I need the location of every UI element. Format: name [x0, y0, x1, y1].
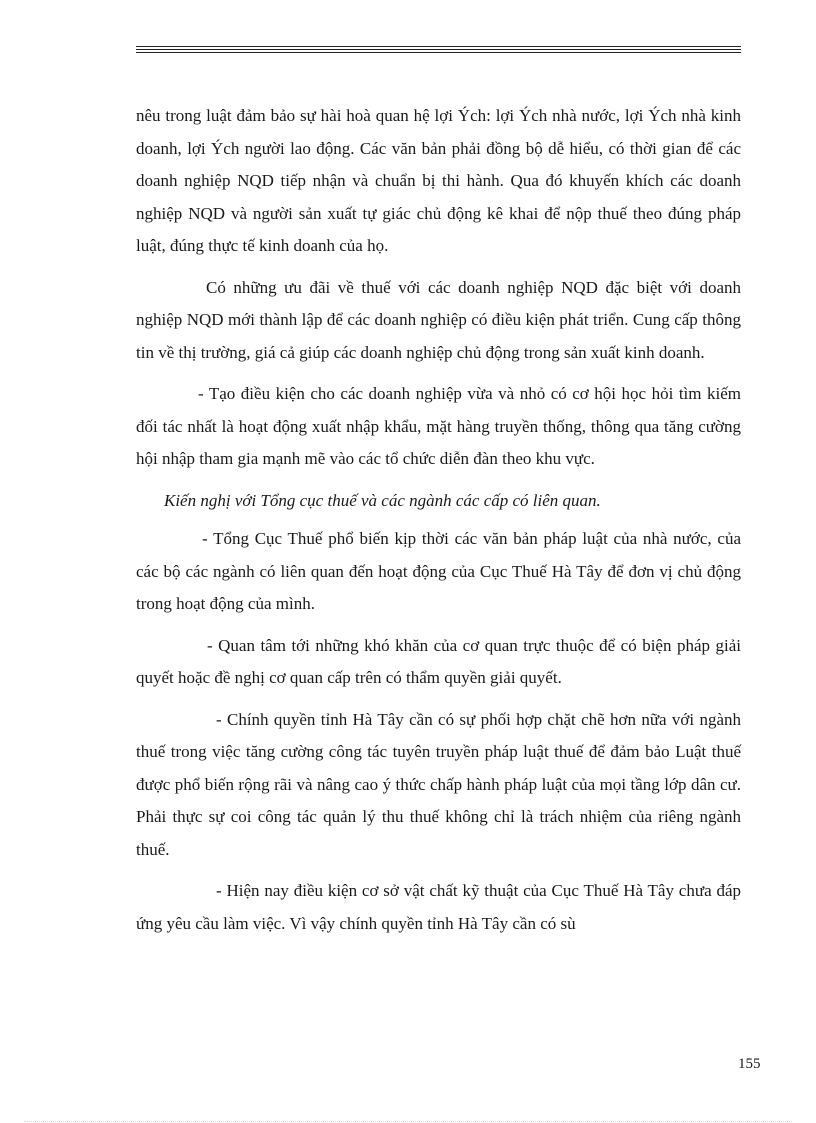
header-rule-top — [136, 46, 741, 47]
page-body — [136, 100, 741, 949]
paragraph-tax-department-dissemination: - Tổng Cục Thuế phổ biến kịp thời các văn bản pháp luật của nhà nước, của các bộ các ngành có liên quan đến hoạt động của Cục Thuế Hà Tây để đơn vị chủ động trong hoạt động của mình. — [136, 529, 741, 613]
paragraph-sme-support: - Tạo điều kiện cho các doanh nghiệp vừa và nhỏ có cơ hội học hỏi tìm kiếm đối tác nhất là hoạt động xuất nhập khẩu, mặt hàng truyền thống, thông qua tăng cường hội nhập tham gia mạnh mẽ vào các tổ chức diễn đàn theo khu vực. — [136, 384, 741, 468]
page-number: 155 — [738, 1056, 761, 1072]
footer-divider — [24, 1121, 792, 1122]
paragraph-difficulties: - Quan tâm tới những khó khăn của cơ quan trực thuộc để có biện pháp giải quyết hoặc đề nghị cơ quan cấp trên có thẩm quyền giải quyết. — [136, 635, 741, 687]
header-rule-bottom — [136, 52, 741, 53]
paragraph-law-harmony: nêu trong luật đảm bảo sự hài hoà quan hệ lợi Ých: lợi Ých nhà nước, lợi Ých nhà kinh doanh, lợi Ých người lao động. Các văn bản phải đồng bộ dễ hiểu, có thời gian để các doanh nghiệp NQD tiếp nhận và chuẩn bị thi hành. Qua đó khuyến khích các doanh nghiệp NQD và người sản xuất tự giác chủ động kê khai để nộp thuế theo đúng pháp luật, đúng thực tế kinh doanh của họ. — [136, 106, 741, 255]
paragraph-provincial-coordination: - Chính quyền tỉnh Hà Tây cần có sự phối hợp chặt chẽ hơn nữa với ngành thuế trong việc tăng cường công tác tuyên truyền pháp luật thuế để đảm bảo Luật thuế được phổ biến rộng rãi và nâng cao ý thức chấp hành pháp luật của mọi tầng lớp dân cư. Phải thực sự coi công tác quản lý thu thuế không chỉ là trách nhiệm của riêng ngành thuế. — [136, 709, 741, 859]
paragraph-infrastructure: - Hiện nay điều kiện cơ sở vật chất kỹ thuật của Cục Thuế Hà Tây chưa đáp ứng yêu cầu làm việc. Vì vậy chính quyền tỉnh Hà Tây cần có sù — [136, 881, 741, 933]
paragraph-tax-incentives: Có những ưu đãi về thuế với các doanh nghiệp NQD đặc biệt với doanh nghiệp NQD mới thành lập để các doanh nghiệp có điều kiện phát triển. Cung cấp thông tin về thị trường, giá cả giúp các doanh nghiệp chủ động trong sản xuất kinh doanh. — [136, 277, 741, 362]
header-rule-middle — [136, 49, 741, 50]
section-heading-recommendations: Kiến nghị với Tổng cục thuế và các ngành các cấp có liên quan. — [164, 490, 601, 510]
